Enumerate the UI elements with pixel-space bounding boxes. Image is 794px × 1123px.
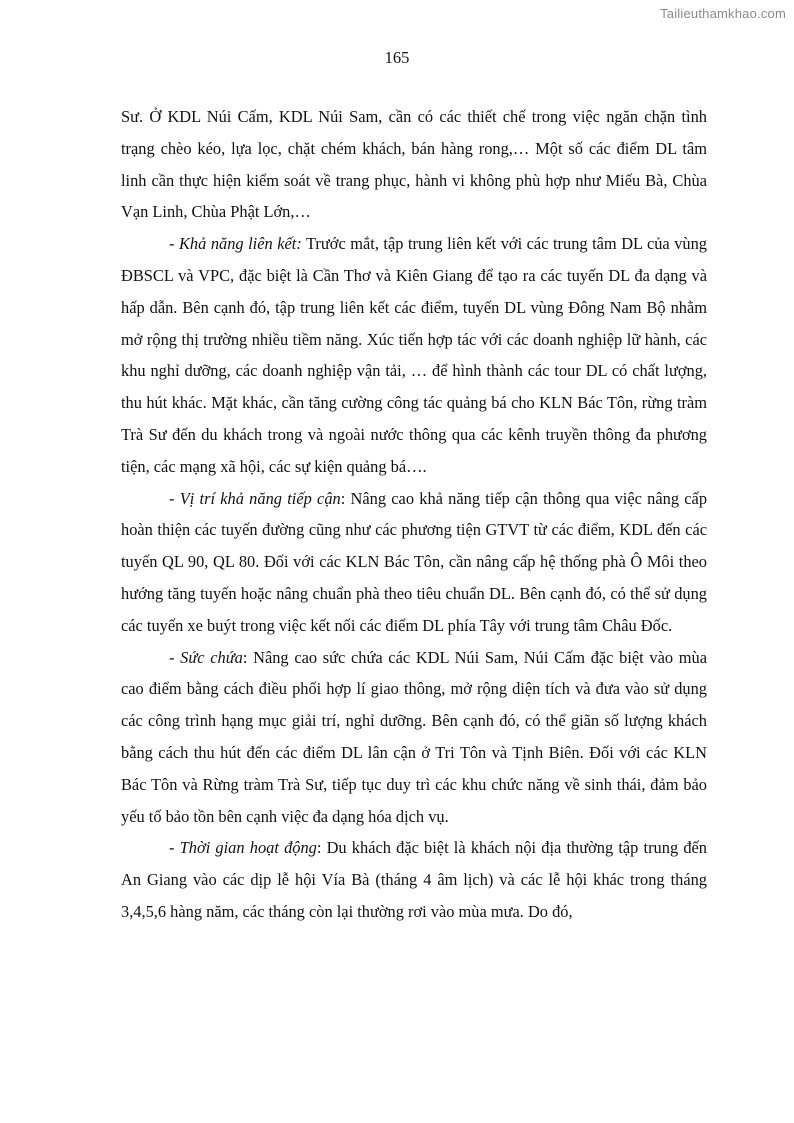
paragraph-heading: Khả năng liên kết: — [178, 234, 302, 254]
page-number: 165 — [384, 48, 410, 67]
paragraph-text: : Nâng cao sức chứa các KDL Núi Sam, Núi Cấm đặc biệt vào mùa cao điểm bằng cách điều phối hợp lí giao thông, mở rộng diện tích và đưa vào sử dụng các công trình hạng mục giải trí, nghỉ dưỡng. Bên cạnh đó, có thể giãn số lượng khách bằng cách thu hút đến các điểm DL lân cận ở Tri Tôn và Tịnh Biên. Đối với các KLN Bác Tôn và Rừng tràm Trà Sư, tiếp tục duy trì các khu chức năng về sinh thái, đảm bảo yếu tố bảo tồn bên cạnh việc đa dạng hóa dịch vụ. — [121, 647, 707, 826]
paragraph-text: Sư. Ở KDL Núi Cấm, KDL Núi Sam, cần có các thiết chế trong việc ngăn chặn tình trạng chèo kéo, lựa lọc, chặt chém khách, bán hàng rong,… Một số các điểm DL tâm linh cần thực hiện kiểm soát về trang phục, hành vi không phù hợp như Miếu Bà, Chùa Vạn Linh, Chùa Phật Lớn,… — [121, 107, 707, 222]
paragraph-heading: Vị trí khả năng tiếp cận — [179, 488, 341, 508]
paragraph-thoi-gian-hoat-dong — [121, 832, 707, 927]
paragraph-text: : Nâng cao khả năng tiếp cận thông qua việc nâng cấp hoàn thiện các tuyến đường cũng như các phương tiện GTVT từ các điểm, KDL đến các tuyến QL 90, QL 80. Đối với các KLN Bác Tôn, cần nâng cấp hệ thống phà Ô Môi theo hướng tăng tuyến hoặc nâng chuẩn phà theo tiêu chuẩn DL. Bên cạnh đó, có thể sử dụng các tuyến xe buýt trong việc kết nối các điểm DL phía Tây với trung tâm Châu Đốc. — [121, 488, 708, 635]
paragraph-text: : Du khách đặc biệt là khách nội địa thường tập trung đến An Giang vào các dịp lễ hội Vía Bà (tháng 4 âm lịch) và các lễ hội khác trong tháng 3,4,5,6 hàng năm, các tháng còn lại thường rơi vào mùa mưa. Do đó, — [121, 838, 707, 921]
paragraph-text: Trước mắt, tập trung liên kết với các trung tâm DL của vùng ĐBSCL và VPC, đặc biệt là Cần Thơ và Kiên Giang để tạo ra các tuyến DL đa dạng và hấp dẫn. Bên cạnh đó, tập trung liên kết các điểm, tuyến DL vùng Đông Nam Bộ nhằm mở rộng thị trường nhiều tiềm năng. Xúc tiến hợp tác với các doanh nghiệp lữ hành, các khu nghỉ dưỡng, các doanh nghiệp vận tải, … để hình thành các tour DL có chất lượng, thu hút khác. Mặt khác, cần tăng cường công tác quảng bá cho KLN Bác Tôn, rừng tràm Trà Sư đến du khách trong và ngoài nước thông qua các kênh truyền thông đa phương tiện, các mạng xã hội, các sự kiện quảng bá…. — [121, 234, 707, 476]
paragraph-lead: - — [169, 838, 180, 858]
paragraph-lead: - — [169, 488, 180, 508]
paragraph-continuation — [121, 101, 707, 228]
paragraph-kha-nang-lien-ket — [121, 228, 707, 482]
paragraph-heading: Thời gian hoạt động — [179, 838, 317, 858]
paragraph-lead: - — [169, 647, 181, 667]
document-body — [121, 101, 707, 928]
paragraph-vi-tri-tiep-can — [121, 483, 707, 642]
paragraph-suc-chua — [121, 642, 707, 833]
watermark: Tailieuthamkhao.com — [660, 6, 786, 21]
paragraph-heading: Sức chứa — [180, 647, 243, 667]
paragraph-lead: - — [169, 234, 179, 254]
